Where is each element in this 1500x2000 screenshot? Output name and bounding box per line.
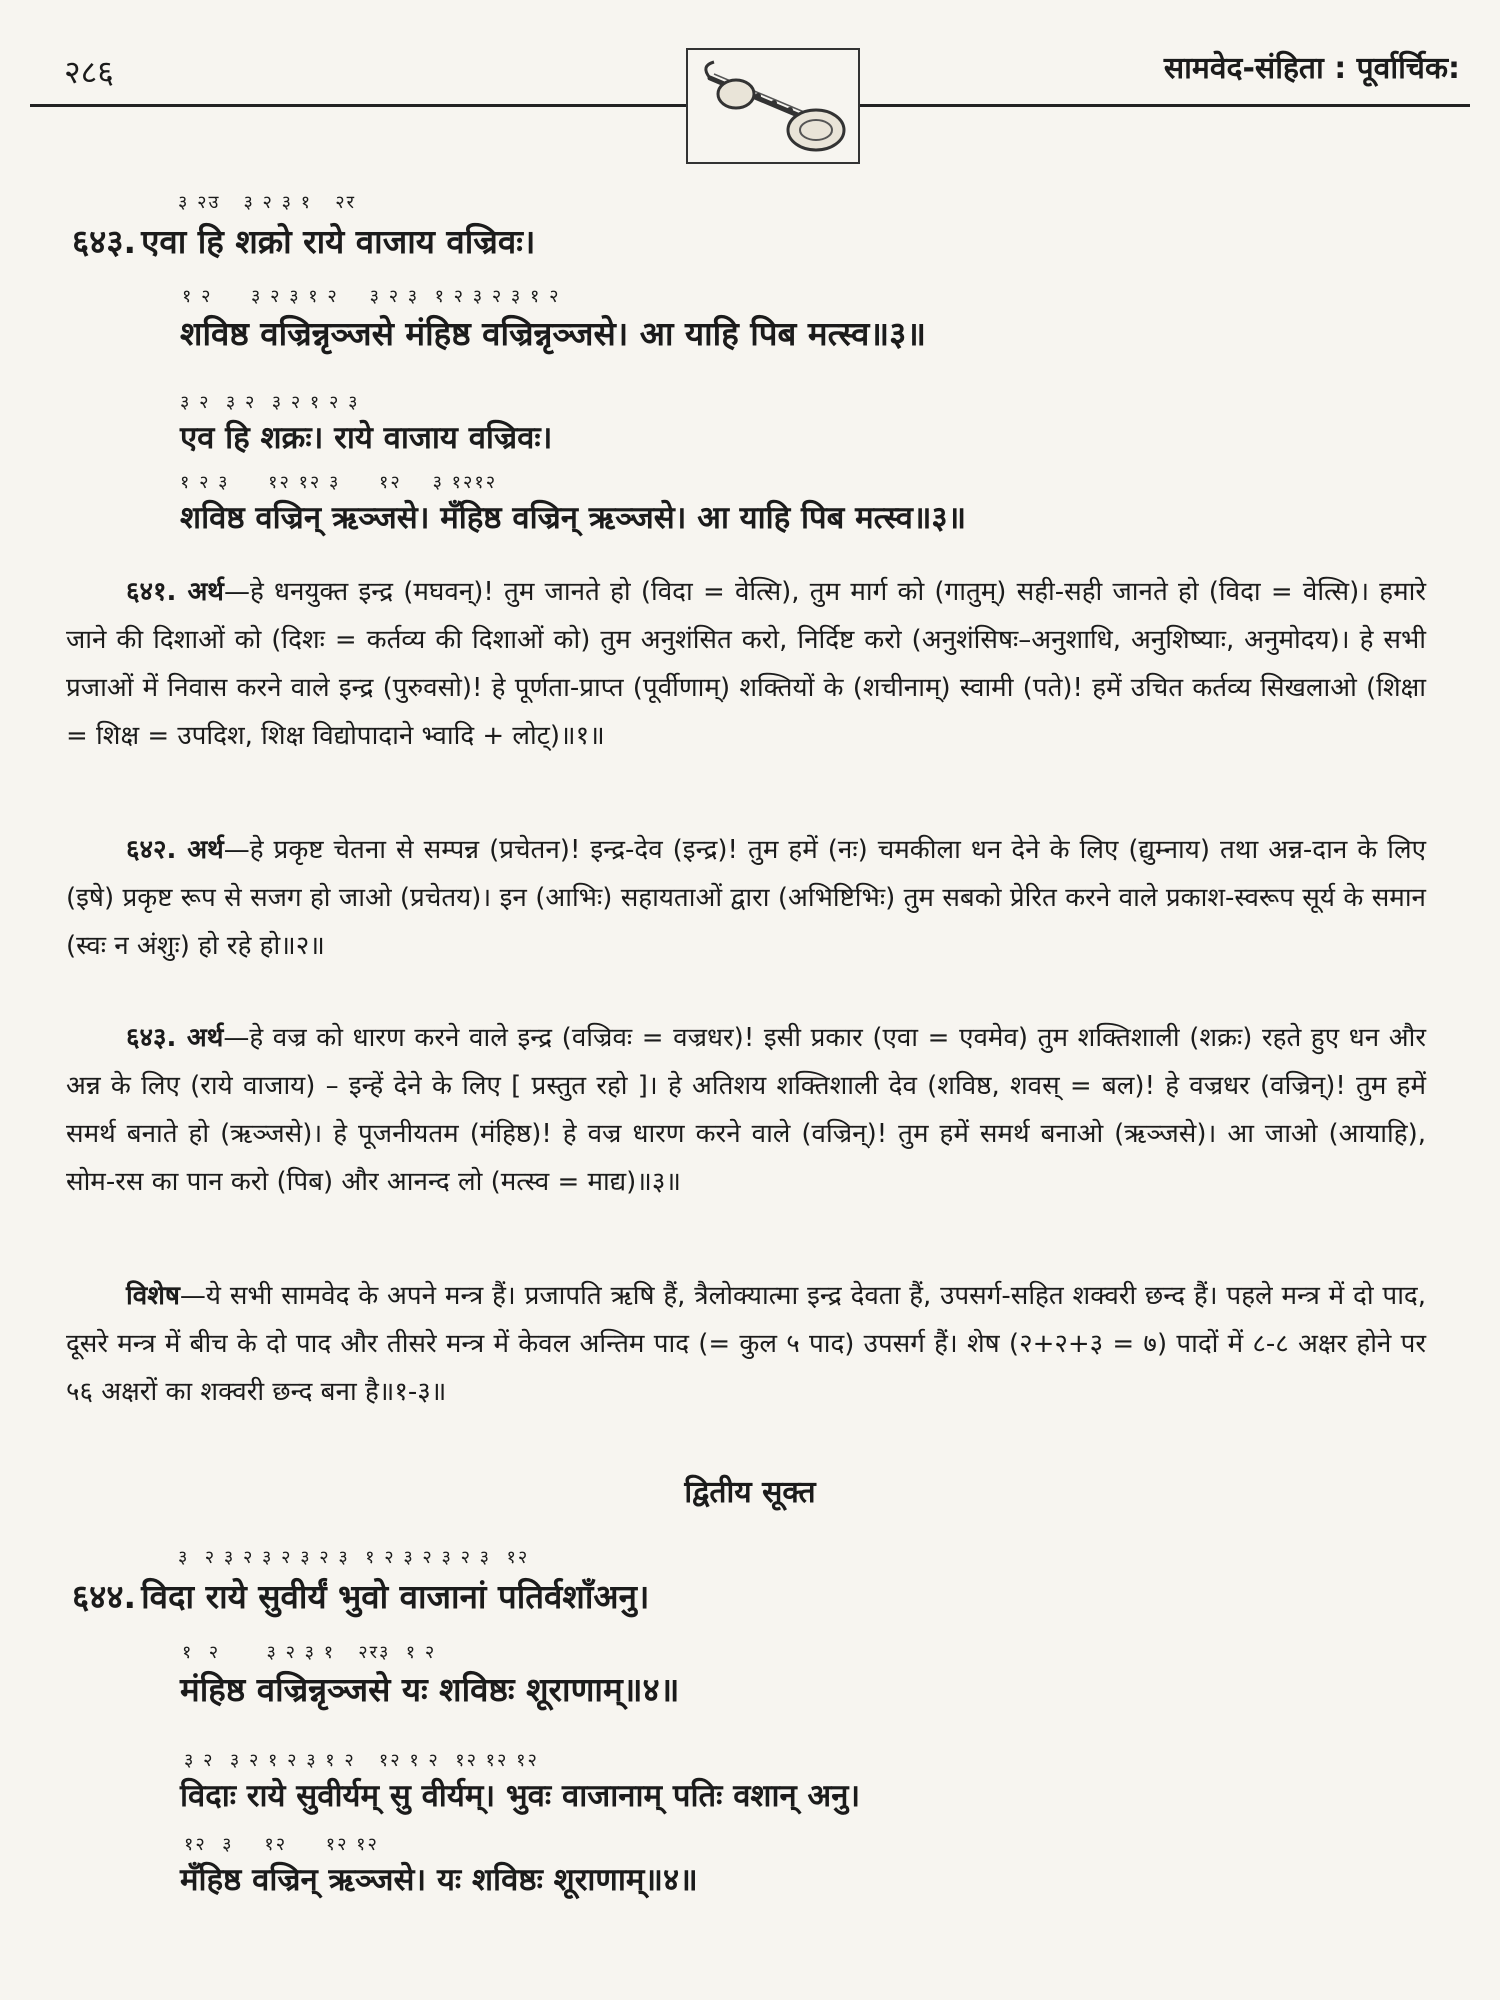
verse-643-pada-line-1 xyxy=(180,418,552,458)
accent-marks: १ २ ३ २ ३ १ २र३ १ २ xyxy=(182,1642,437,1663)
section-heading: द्वितीय सूक्त xyxy=(684,1475,816,1510)
accent-marks: ३ २ ३ २ ३ २ १ २ ३ xyxy=(180,392,360,413)
verse-644-pada-line-1 xyxy=(180,1776,860,1816)
meaning-643 xyxy=(66,1014,1426,1206)
verse-644-pada-accents-2 xyxy=(184,1832,379,1858)
accent-marks: १ २ ३ १२ १२ ३ १२ ३ १२१२ xyxy=(180,472,498,493)
verse-text: एवा हि शक्रो राये वाजाय वज्रिवः। xyxy=(141,222,536,261)
note-text: —ये सभी सामवेद के अपने मन्त्र हैं। प्रजापति ऋषि हैं, त्रैलोक्यात्मा इन्द्र देवता हैं, उपसर्ग-सहित शक्वरी छन्द हैं। पहले मन्त्र में दो पाद, दूसरे मन्त्र में बीच के दो पाद और तीसरे मन्त्र में केवल अन्तिम पाद (= कुल ५ पाद) उपसर्ग हैं। शेष (२+२+३ = ७) पादों में ८-८ अक्षर होने पर ५६ अक्षरों का शक्वरी छन्द बना है॥१-३॥ xyxy=(66,1281,1426,1407)
verse-text: शविष्ठ वज्रिन्नृञ्जसे मंहिष्ठ वज्रिन्नृञ्जसे। आ याहि पिब मत्स्व॥३॥ xyxy=(180,314,927,353)
meaning-text: —हे प्रकृष्ट चेतना से सम्पन्न (प्रचेतन)! इन्द्र-देव (इन्द्र)! तुम हमें (नः) चमकीला धन देने के लिए (द्युम्नाय) तथा अन्न-दान के लिए (इषे) प्रकृष्ट रूप से सजग हो जाओ (प्रचेतय)। इन (आभिः) सहायताओं द्वारा (अभिष्टिभिः) तुम सबको प्रेरित करने वाले प्रकाश-स्वरूप सूर्य के समान (स्वः न अंशुः) हो रहे हो॥२॥ xyxy=(66,835,1427,961)
meaning-lead: ६४२. अर्थ xyxy=(126,835,224,865)
meaning-lead: ६४३. अर्थ xyxy=(126,1023,224,1053)
meaning-text: —हे वज्र को धारण करने वाले इन्द्र (वज्रिवः = वज्रधर)! इसी प्रकार (एवा = एवमेव) तुम शक्तिशाली (शक्रः) रहते हुए धन और अन्न के लिए (राये वाजाय) – इन्हें देने के लिए [ प्रस्तुत रहो ]। हे अतिशय शक्तिशाली देव (शविष्ठ, शवस् = बल)! हे वज्रधर (वज्रिन्)! तुम हमें समर्थ बनाते हो (ऋञ्जसे)। हे पूजनीयतम (मंहिष्ठ)! हे वज्र धारण करने वाले (वज्रिन्)! तुम हमें समर्थ बनाओ (ऋञ्जसे)। आ जाओ (आयाहि), सोम-रस का पान करो (पिब) और आनन्द लो (मत्स्व = माद्य)॥३॥ xyxy=(66,1023,1426,1197)
meaning-642 xyxy=(66,826,1426,970)
verse-644-pada-line-2 xyxy=(180,1860,698,1900)
pada-text: शविष्ठ वज्रिन् ऋञ्जसे। मँहिष्ठ वज्रिन् ऋञ्जसे। आ याहि पिब मत्स्व॥३॥ xyxy=(180,500,967,536)
vishesh-note xyxy=(66,1272,1426,1416)
meaning-lead: ६४१. अर्थ xyxy=(126,577,224,607)
pada-text: मँहिष्ठ वज्रिन् ऋञ्जसे। यः शविष्ठः शूराणाम्॥४॥ xyxy=(180,1862,698,1898)
verse-number: ६४४. xyxy=(72,1577,137,1616)
verse-644-accents-1 xyxy=(178,1545,529,1571)
page-number: २८६ xyxy=(64,53,114,91)
accent-marks: ३ २ ३ २ १ २ ३ १ २ १२ १ २ १२ १२ १२ xyxy=(184,1750,539,1771)
verse-643-line-2 xyxy=(180,312,926,356)
verse-644-line-1 xyxy=(72,1573,649,1619)
verse-643-pada-accents-2 xyxy=(180,470,497,496)
verse-644-pada-accents-1 xyxy=(184,1748,539,1774)
accent-marks: ३ २उ ३ २ ३ १ २र xyxy=(178,192,356,213)
verse-644-accents-2 xyxy=(182,1640,436,1666)
pada-text: विदाः राये सुवीर्यम् सु वीर्यम्। भुवः वाजानाम् पतिः वशान् अनु। xyxy=(180,1778,861,1814)
meaning-641 xyxy=(66,568,1426,760)
veena-icon xyxy=(686,48,860,164)
verse-643-line-1 xyxy=(72,218,535,264)
accent-marks: १ २ ३ २ ३ १ २ ३ २ ३ १ २ ३ २ ३ १ २ xyxy=(182,286,561,307)
running-title: सामवेद-संहिता : पूर्वार्चिक: xyxy=(1163,51,1460,86)
accent-marks: ३ २ ३ २ ३ २ ३ २ ३ १ २ ३ २ ३ २ ३ १२ xyxy=(178,1547,530,1568)
verse-number: ६४३. xyxy=(72,222,137,261)
verse-643-accents-2 xyxy=(182,284,560,310)
meaning-text: —हे धनयुक्त इन्द्र (मघवन्)! तुम जानते हो (विदा = वेत्सि), तुम मार्ग को (गातुम्) सही-सही जानते हो (विदा = वेत्सि)। हमारे जाने की दिशाओं को (दिशः = कर्तव्य की दिशाओं को) तुम अनुशंसित करो, निर्दिष्ट करो (अनुशंसिषः–अनुशाधि, अनुशिष्याः, अनुमोदय)। हे सभी प्रजाओं में निवास करने वाले इन्द्र (पुरुवसो)! हे पूर्णता-प्राप्त (पूर्वीणाम्) शक्तियों के (शचीनाम्) स्वामी (पते)! हमें उचित कर्तव्य सिखलाओ (शिक्षा = शिक्ष = उपदिश, शिक्ष विद्योपादाने भ्वादि + लोट्)॥१॥ xyxy=(66,577,1427,751)
pada-text: एव हि शक्रः। राये वाजाय वज्रिवः। xyxy=(180,420,553,456)
verse-text: विदा राये सुवीर्यं भुवो वाजानां पतिर्वशाँअनु। xyxy=(141,1577,650,1616)
note-lead: विशेष xyxy=(126,1281,180,1311)
verse-643-accents-1 xyxy=(178,190,356,216)
verse-643-pada-accents-1 xyxy=(180,390,359,416)
verse-643-pada-line-2 xyxy=(180,498,966,538)
verse-text: मंहिष्ठ वज्रिन्नृञ्जसे यः शविष्ठः शूराणाम्॥४॥ xyxy=(180,1670,680,1709)
verse-644-line-2 xyxy=(180,1668,679,1712)
accent-marks: १२ ३ १२ १२ १२ xyxy=(184,1834,379,1855)
